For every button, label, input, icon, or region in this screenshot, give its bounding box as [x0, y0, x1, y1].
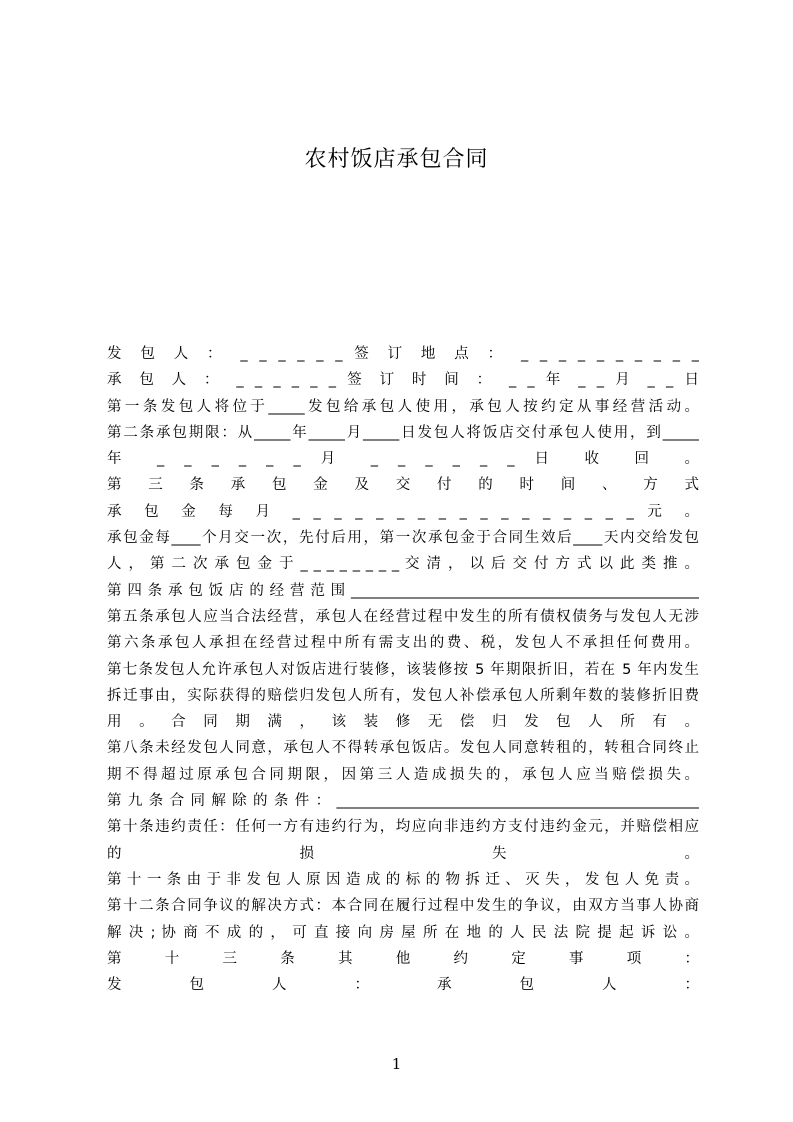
line-article-4: 第四条承包饭店的经营范围________________________________________________: [107, 582, 699, 599]
line-article-11: 第 十 一 条 由 于 非 发 包 人 原 因 造 成 的 标 的 物 拆 迁 、 灭 失 ， 发 包 人 免 责 。: [107, 871, 699, 888]
line-issuer-signing-place: 发 包 人 ： _ _ _ _ _ _ 签 订 地 点 ： _ _ _ _ _ _ _ _ _ _: [107, 346, 699, 362]
line-article-2-a: 第二条承包期限：从_____年_____月_____日发包人将饭店交付承包人使用，到_____: [107, 424, 699, 441]
line-article-1: 第一条发包人将位于_____发包给承包人使用，承包人按约定从事经营活动。: [107, 398, 699, 415]
line-article-5: 第五条承包人应当合法经营，承包人在经营过程中发生的所有债权债务与发包人无涉: [107, 608, 699, 625]
line-article-10-b: 的 损 失 。: [107, 845, 699, 862]
line-signatures: 发 包 人 ： 承 包 人 ：: [107, 977, 699, 994]
line-article-8-b: 期不得超过原承包合同期限，因第三人造成损失的，承包人应当赔偿损失。: [107, 766, 699, 783]
document-title: 农村饭店承包合同: [304, 147, 489, 172]
line-article-7-c: 用 。 合 同 期 满 ， 该 装 修 无 偿 归 发 包 人 所 有 。: [107, 714, 699, 731]
line-contractor-signing-time: 承 包 人 ： _ _ _ _ _ _ 签 订 时 间 ： _ _ 年 _ _ 月 _ _ 日: [107, 372, 699, 389]
line-article-12-a: 第十二条合同争议的解决方式：本合同在履行过程中发生的争议，由双方当事人协商: [107, 898, 699, 915]
line-article-3-title: 第 三 条 承 包 金 及 交 付 的 时 间 、 方 式: [107, 477, 699, 494]
line-article-3-payment-a: 承包金每____个月交一次，先付后用，第一次承包金于合同生效后____天内交给发包: [107, 530, 699, 547]
line-article-13: 第 十 三 条 其 他 约 定 事 项 ：: [107, 950, 699, 967]
line-article-9: 第九条合同解除的条件：__________________________________________________: [107, 793, 699, 810]
contract-body: [107, 341, 699, 998]
line-article-8-a: 第八条未经发包人同意，承包人不得转承包饭店。发包人同意转租的，转租合同终止: [107, 740, 699, 757]
line-article-10-a: 第十条违约责任：任何一方有违约行为，均应向非违约方支付违约金元，并赔偿相应: [107, 819, 699, 836]
line-article-12-b: 解 决 ; 协 商 不 成 的 ， 可 直 接 向 房 屋 所 在 地 的 人 民 法 院 提 起 诉 讼 。: [107, 924, 699, 941]
line-article-7-b: 拆迁事由，实际获得的赔偿归发包人所有，发包人补偿承包人所剩年数的装修折旧费: [107, 687, 699, 704]
line-article-2-b: 年 _ _ _ _ _ _ 月 _ _ _ _ _ _ 日 收 回 。: [107, 451, 699, 468]
line-article-3-monthly: 承 包 金 每 月 _ _ _ _ _ _ _ _ _ _ _ _ _ _ _ _ _ 元 。: [107, 503, 699, 520]
line-article-3-payment-b: 人 ， 第 二 次 承 包 金 于 _ _ _ _ _ _ _ _ 交 清 ， 以 后 交 付 方 式 以 此 类 推 。: [107, 556, 699, 573]
line-article-7-a: 第七条发包人允许承包人对饭店进行装修，该装修按 5 年期限折旧，若在 5 年内发生: [107, 661, 699, 678]
page-number: 1: [391, 1055, 402, 1073]
line-article-6: 第六条承包人承担在经营过程中所有需支出的费、税，发包人不承担任何费用。: [107, 635, 699, 652]
